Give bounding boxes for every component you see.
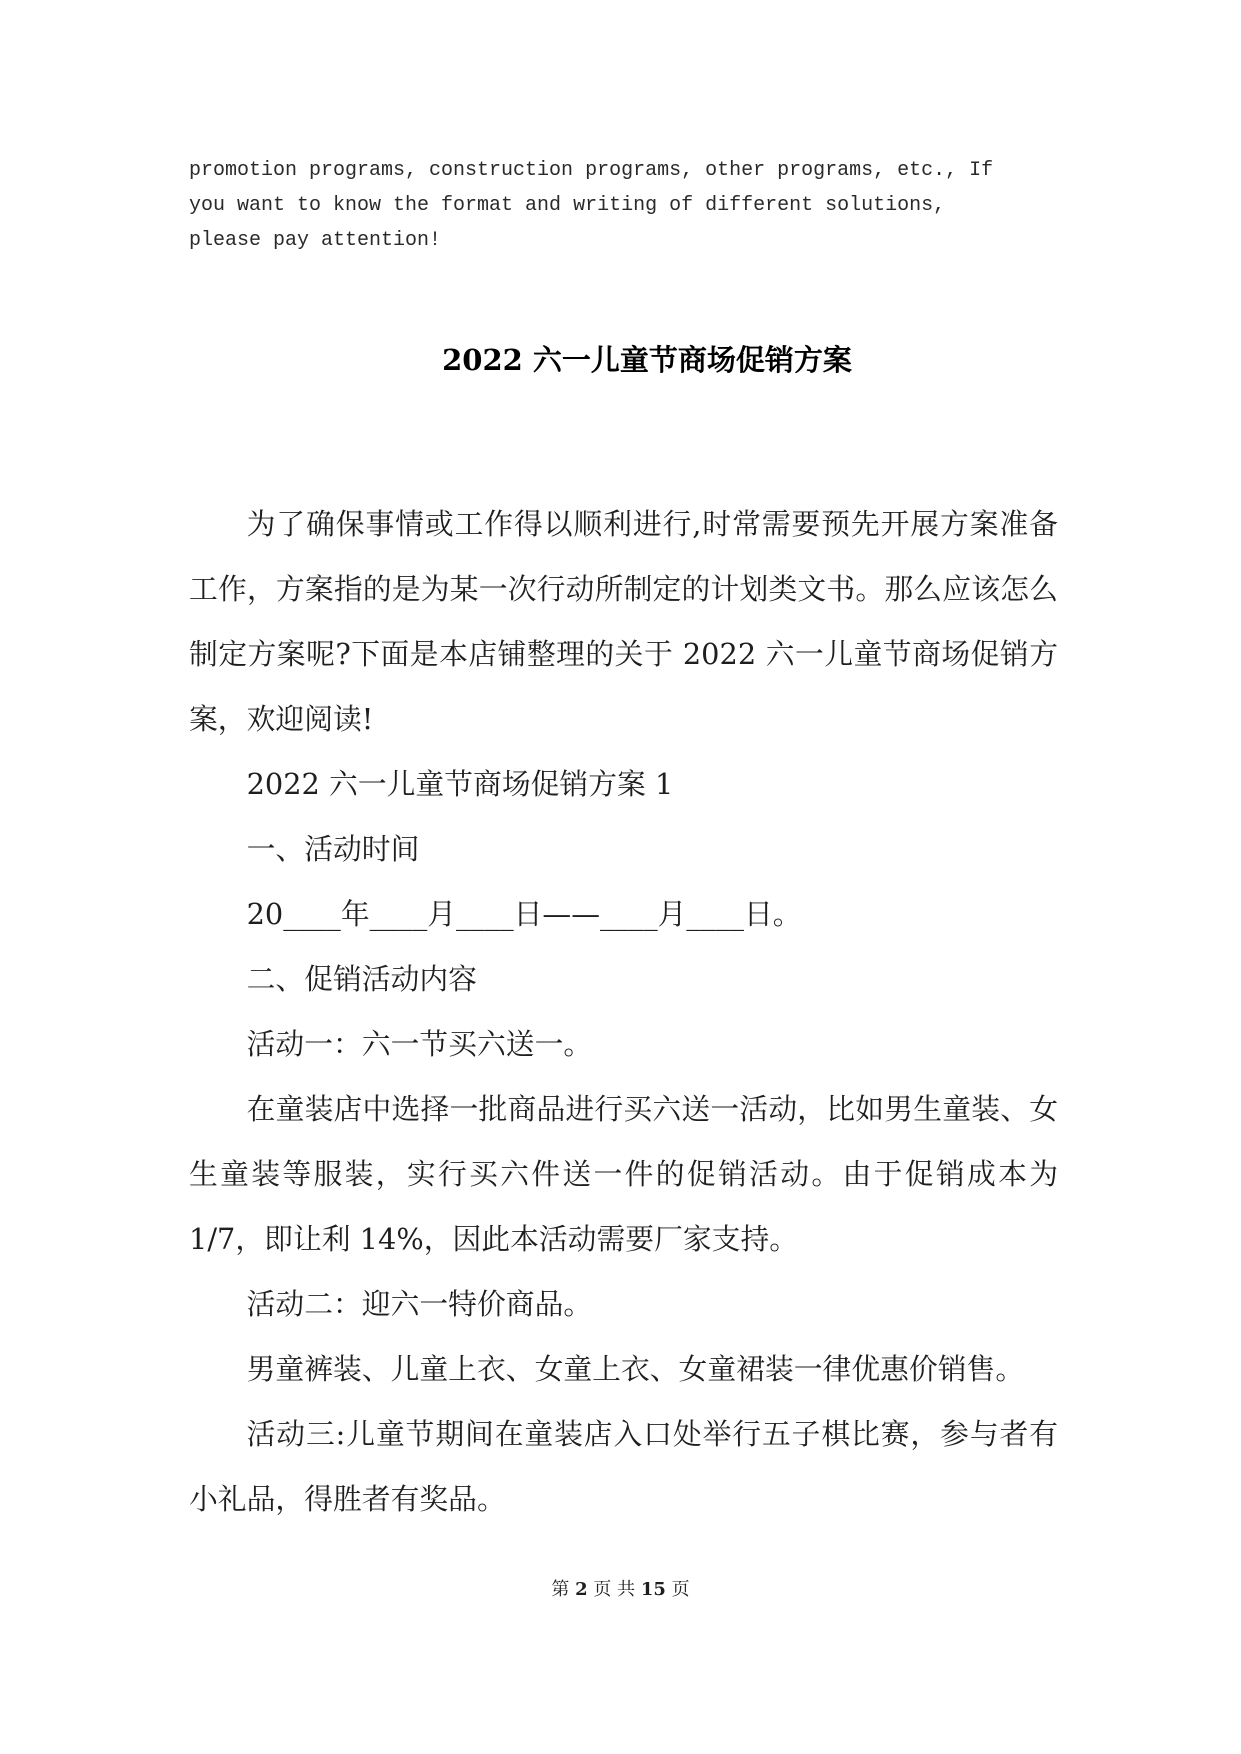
activity-two-heading: 活动二：迎六一特价商品。 xyxy=(246,1287,593,1321)
intro-line: 工作，方案指的是为某一次行动所制定的计划类文书。那么应该怎么 xyxy=(189,572,1058,606)
english-intro-paragraph xyxy=(189,153,1089,258)
plan-heading: 2022 六一儿童节商场促销方案 1 xyxy=(246,767,674,801)
english-intro-line: promotion programs, construction programs, other programs, etc., If xyxy=(189,159,994,182)
activity-three-line: 小礼品，得胜者有奖品。 xyxy=(189,1482,506,1516)
english-intro-line: please pay attention! xyxy=(189,229,442,252)
intro-paragraph xyxy=(189,492,1058,752)
intro-line: 为了确保事情或工作得以顺利进行,时常需要预先开展方案准备 xyxy=(246,507,1058,541)
document-body xyxy=(189,492,1058,1532)
activity-one-line: 生童装等服装，实行买六件送一件的促销活动。由于促销成本为 xyxy=(189,1157,1058,1191)
footer-prefix: 第 xyxy=(551,1579,570,1600)
activity-two-text: 男童裤装、儿童上衣、女童上衣、女童裙装一律优惠价销售。 xyxy=(246,1352,1025,1386)
section-heading-promotion-content: 二、促销活动内容 xyxy=(246,962,477,996)
footer-middle: 页 共 xyxy=(593,1579,636,1600)
activity-three-line: 活动三:儿童节期间在童装店入口处举行五子棋比赛，参与者有 xyxy=(246,1417,1058,1451)
total-page-count: 15 xyxy=(640,1579,666,1600)
intro-line: 制定方案呢?下面是本店铺整理的关于 2022 六一儿童节商场促销方 xyxy=(189,637,1058,671)
activity-one-line: 1/7，即让利 14%，因此本活动需要厂家支持。 xyxy=(189,1222,799,1256)
english-intro-line: you want to know the format and writing of different solutions, xyxy=(189,194,946,217)
activity-date-line: 20____年____月____日——____月____日。 xyxy=(246,897,802,931)
activity-one-heading: 活动一：六一节买六送一。 xyxy=(246,1027,593,1061)
document-title: 2022 六一儿童节商场促销方案 xyxy=(442,343,852,377)
activity-three-paragraph xyxy=(189,1402,1058,1532)
page-footer xyxy=(0,1576,1241,1604)
section-heading-activity-time: 一、活动时间 xyxy=(246,832,420,866)
activity-one-paragraph xyxy=(189,1077,1058,1272)
activity-one-line: 在童装店中选择一批商品进行买六送一活动，比如男生童装、女 xyxy=(246,1092,1058,1126)
intro-line: 案，欢迎阅读! xyxy=(189,702,374,736)
current-page-number: 2 xyxy=(575,1579,588,1600)
footer-suffix: 页 xyxy=(671,1579,690,1600)
